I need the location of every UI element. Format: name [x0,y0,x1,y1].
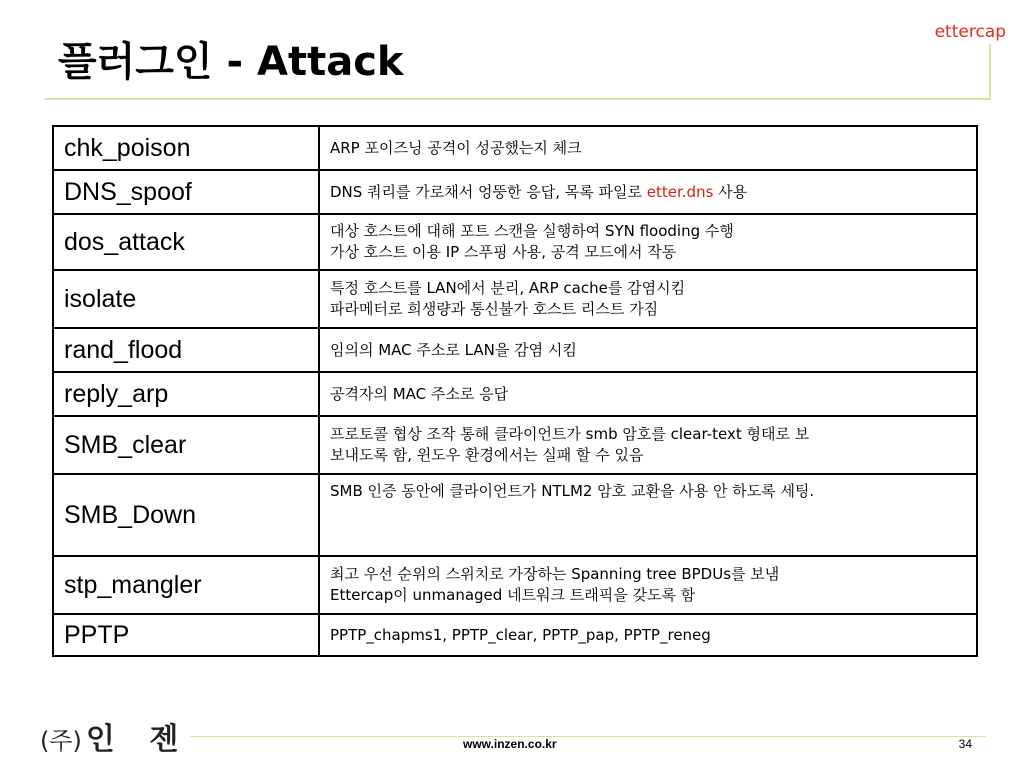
description-line: 임의의 MAC 주소로 LAN을 감염 시킴 [330,340,577,359]
description-line: PPTP_chapms1, PPTP_clear, PPTP_pap, PPTP_reneg [330,625,711,644]
table-row [53,328,977,372]
plugin-name: reply_arp [53,372,319,416]
footer-divider [190,736,986,737]
plugin-name: stp_mangler [53,556,319,614]
logo-prefix: (주) [40,727,82,755]
description-line [330,182,966,203]
plugin-description [319,126,977,170]
description-line: 최고 우선 순위의 스위치로 가장하는 Spanning tree BPDUs를 보냄 [330,565,780,583]
description-line: SMB 인증 동안에 클라이언트가 NTLM2 암호 교환을 사용 안 하도록 세팅. [330,482,815,500]
plugin-name: DNS_spoof [53,170,319,214]
table-row [53,372,977,416]
description-line: 프로토콜 협상 조작 통해 클라이언트가 smb 암호를 clear-text 형태로 보 [330,425,810,443]
company-logo [40,714,190,758]
plugin-name: PPTP [53,614,319,656]
plugin-name: isolate [53,270,319,328]
description-text: DNS 쿼리를 가로채서 엉뚱한 응답, 목록 파일로 [330,182,647,201]
plugin-table [52,125,978,657]
plugin-name: chk_poison [53,126,319,170]
footer-url: www.inzen.co.kr [463,737,557,751]
page-number: 34 [958,737,972,751]
header-divider [44,98,990,100]
plugin-description [319,416,977,474]
plugin-description [319,328,977,372]
description-line: 공격자의 MAC 주소로 응답 [330,384,509,403]
plugin-description [319,474,977,556]
config-file-highlight: etter.dns [646,182,714,201]
table-row [53,416,977,474]
description-line: 가상 호스트 이용 IP 스푸핑 사용, 공격 모드에서 작동 [330,243,677,261]
plugin-description [319,614,977,656]
brand-label: ettercap [934,22,1006,42]
table-row [53,170,977,214]
description-text: 사용 [713,182,748,201]
table-row [53,214,977,270]
plugin-name: dos_attack [53,214,319,270]
table-row [53,614,977,656]
description-line: 대상 호스트에 대해 포트 스캔을 실행하여 SYN flooding 수행 [330,222,734,240]
description-line: 보내도록 함, 윈도우 환경에서는 실패 할 수 있음 [330,446,644,464]
plugin-name: rand_flood [53,328,319,372]
description-line: ARP 포이즈닝 공격이 성공했는지 체크 [330,138,582,157]
page-title: 플러그인 - Attack [58,39,404,85]
plugin-description [319,170,977,214]
description-line: 파라메터로 희생량과 통신불가 호스트 리스트 가짐 [330,300,659,318]
table-row [53,126,977,170]
plugin-name: SMB_Down [53,474,319,556]
description-line: 특정 호스트를 LAN에서 분리, ARP cache를 감염시킴 [330,279,686,297]
logo-name: 인 젠 [85,722,191,757]
plugin-description [319,556,977,614]
header-divider-vertical [989,44,991,100]
table-row [53,270,977,328]
description-line: Ettercap이 unmanaged 네트워크 트래픽을 갖도록 함 [330,586,696,604]
plugin-name: SMB_clear [53,416,319,474]
plugin-description [319,214,977,270]
plugin-description [319,372,977,416]
plugin-description [319,270,977,328]
table-row [53,474,977,556]
table-row [53,556,977,614]
